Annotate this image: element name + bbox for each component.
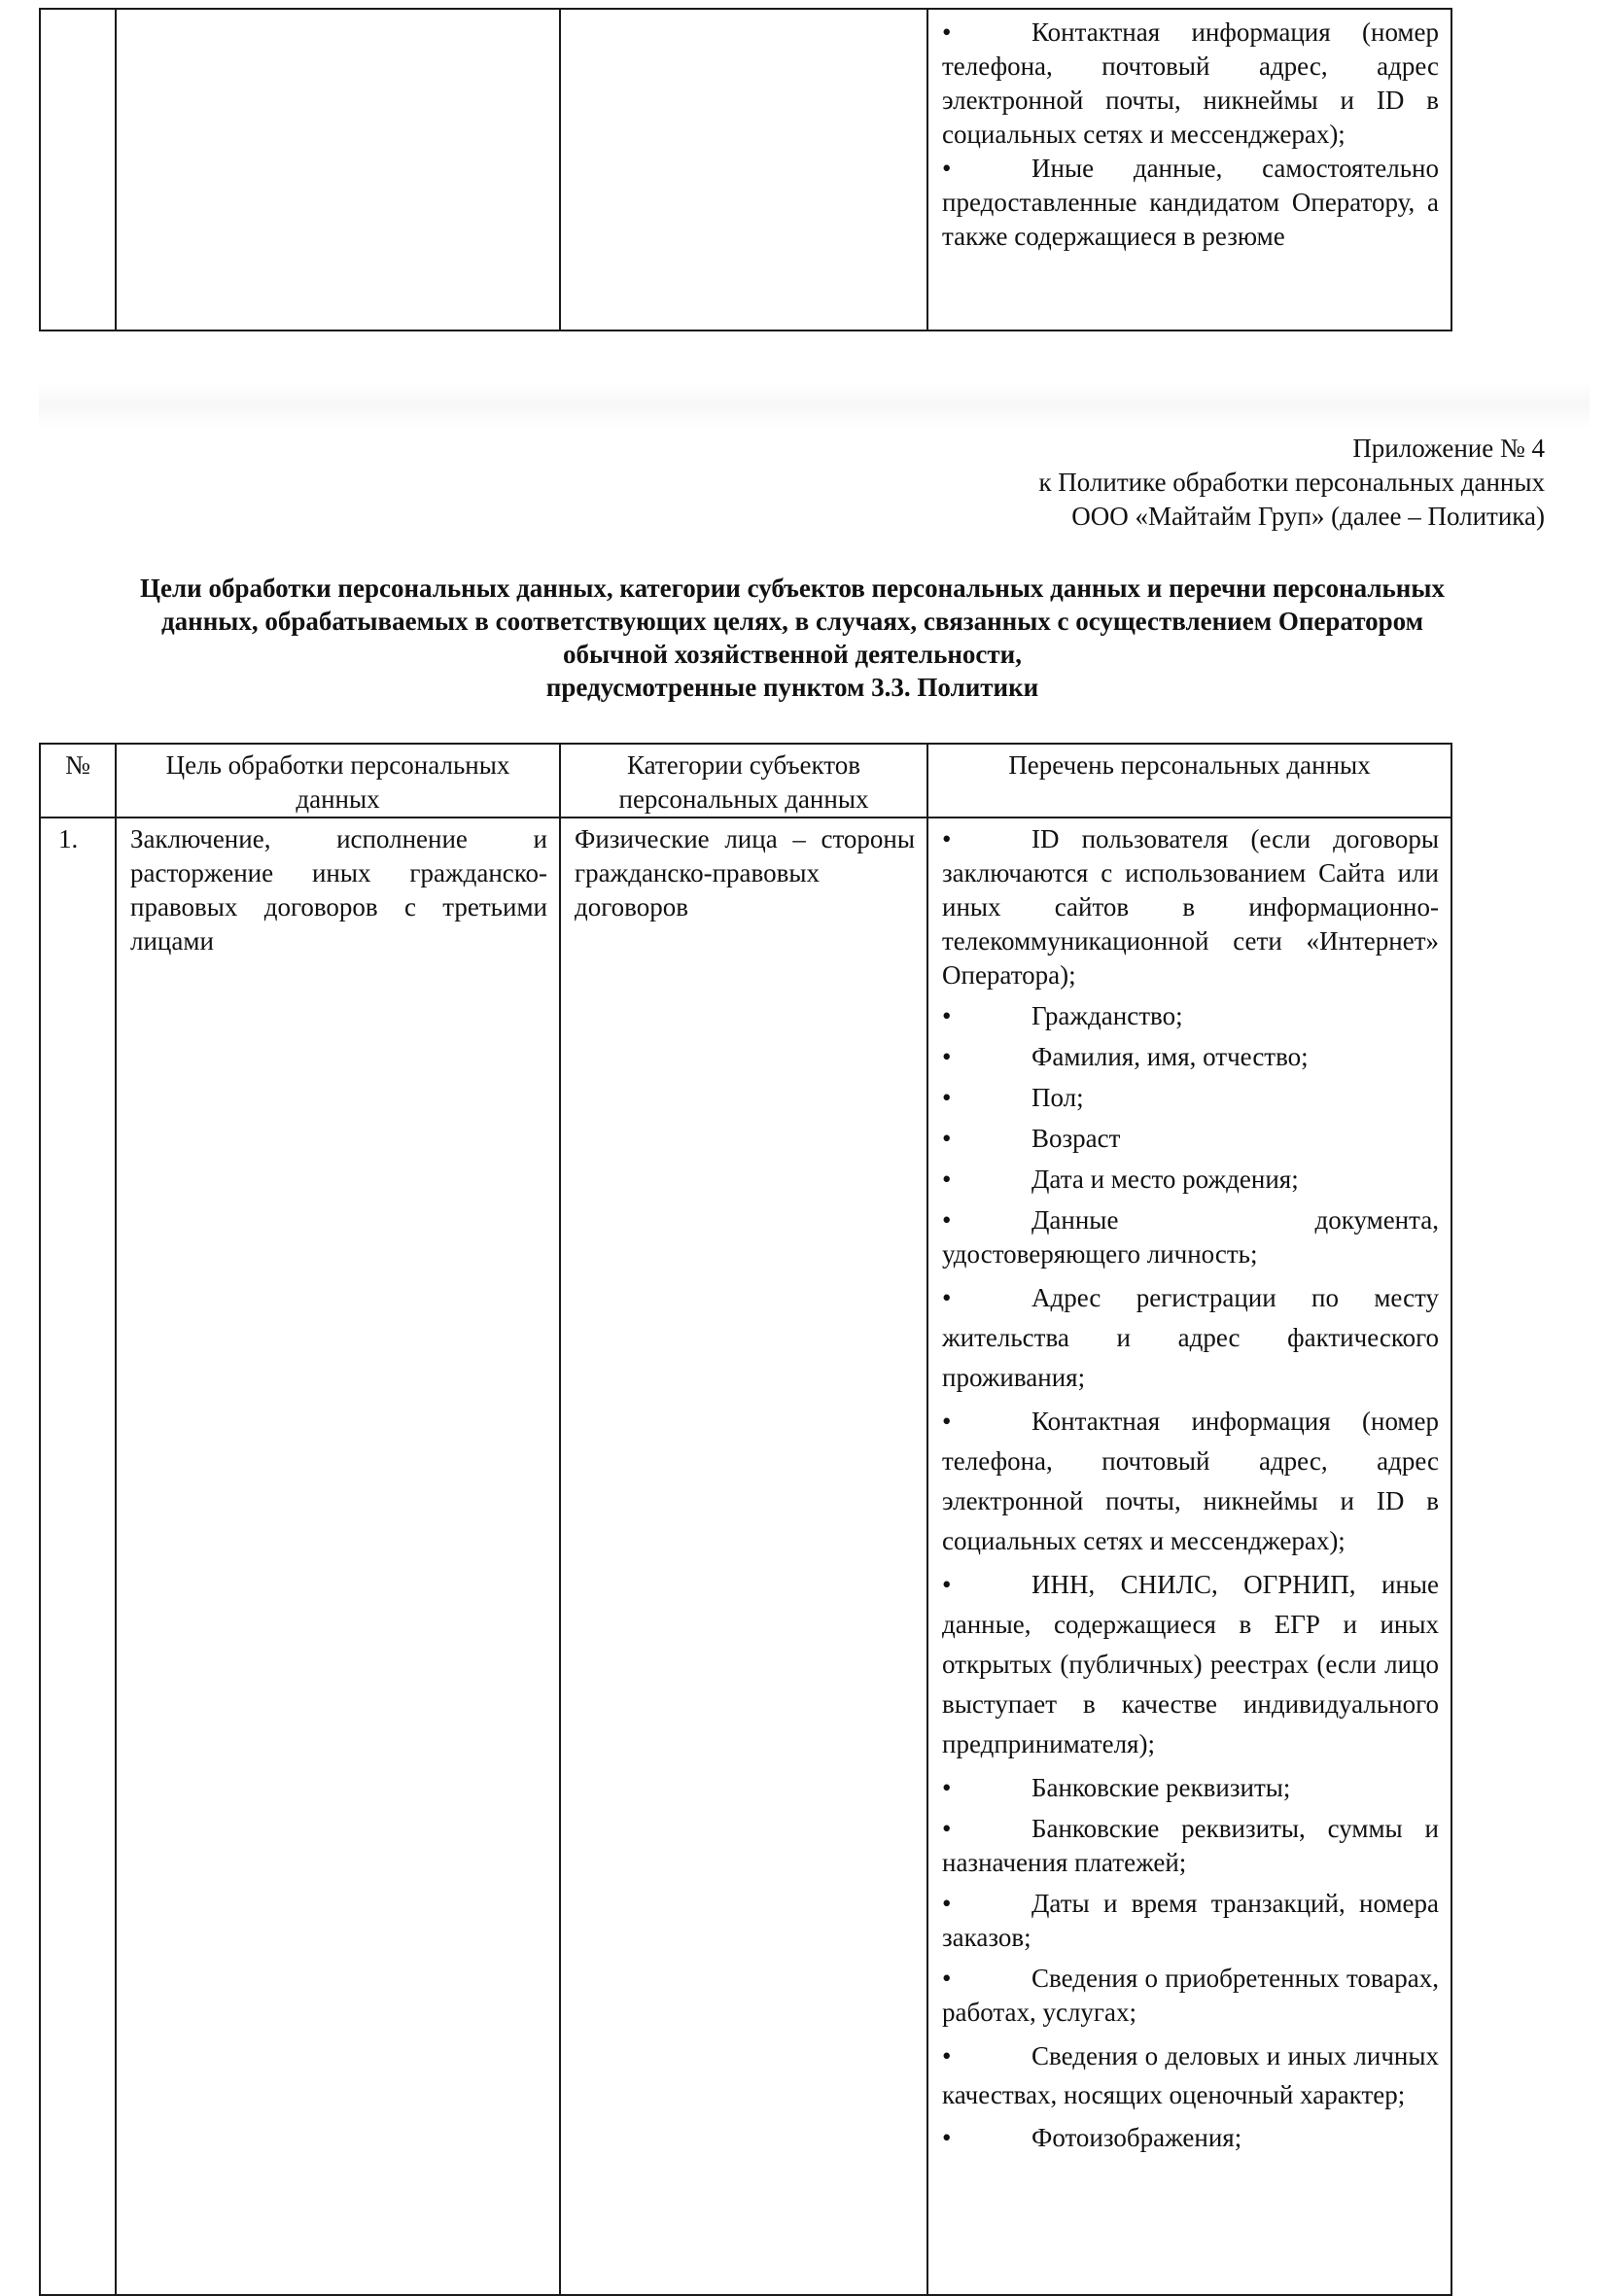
list-item: • Возраст (942, 1122, 1439, 1156)
bullet-icon: • (942, 1570, 952, 1599)
list-item: • Банковские реквизиты; (942, 1771, 1439, 1805)
list-item: • Фамилия, имя, отчество; (942, 1040, 1439, 1074)
bullet-icon: • (942, 1083, 952, 1112)
bullet-icon: • (942, 1407, 952, 1436)
appendix-header (1038, 432, 1545, 534)
bullet-icon: • (942, 1205, 952, 1235)
page-title (29, 572, 1556, 704)
continuation-table (39, 8, 1452, 331)
title-line: обычной хозяйственной деятельности, (563, 640, 1022, 669)
list-item: • ID пользователя (если договоры заключаются с использованием Сайта или иных сайтов в информационно-телекоммуникационной сети «Интернет» Оператора); (942, 824, 1439, 990)
bullet-icon: • (942, 17, 952, 47)
title-line: Цели обработки персональных данных, категории субъектов персональных данных и перечни персональных (140, 574, 1445, 603)
bullet-icon: • (942, 1773, 952, 1802)
empty-cell (560, 9, 927, 330)
list-item: • Сведения о деловых и иных личных качествах, носящих оценочный характер; (942, 2036, 1439, 2114)
bullet-icon: • (942, 1165, 952, 1194)
list-item: • Банковские реквизиты, суммы и назначения платежей; (942, 1814, 1439, 1877)
list-item: • Данные документа, удостоверяющего личность; (942, 1205, 1439, 1269)
bullet-icon: • (942, 2123, 952, 2152)
table-row (40, 9, 1451, 330)
data-list-cell (927, 9, 1451, 330)
bullet-icon: • (942, 824, 952, 853)
row-purpose: Заключение, исполнение и расторжение иных гражданско-правовых договоров с третьими лицами (116, 818, 560, 2295)
bullet-icon: • (942, 1964, 952, 1993)
list-item: • Контактная информация (номер телефона, почтовый адрес, адрес электронной почты, никнеймы и ID в социальных сетях и мессенджерах); (942, 1402, 1439, 1561)
bullet-icon: • (942, 2041, 952, 2070)
title-line: данных, обрабатываемых в соответствующих целях, в случаях, связанных с осуществлением Оператором (161, 607, 1423, 636)
page-break-band (39, 381, 1590, 430)
header-data: Перечень персональных данных (927, 744, 1451, 818)
list-item: • Контактная информация (номер телефона, почтовый адрес, адрес электронной почты, никнеймы и ID в социальных сетях и мессенджерах); (942, 17, 1439, 149)
appendix-number: Приложение № 4 (1352, 434, 1545, 463)
header-purpose: Цель обработки персональных данных (116, 744, 560, 818)
list-item: • Адрес регистрации по месту жительства и адрес фактического проживания; (942, 1278, 1439, 1398)
bullet-icon: • (942, 1042, 952, 1071)
list-item: • ИНН, СНИЛС, ОГРНИП, иные данные, содержащиеся в ЕГР и иных открытых (публичных) реестрах (если лицо выступает в качестве индивидуального предпринимателя); (942, 1565, 1439, 1764)
empty-cell (40, 9, 116, 330)
table-header-row (40, 744, 1451, 818)
list-item: • Гражданство; (942, 999, 1439, 1033)
bullet-icon: • (942, 1124, 952, 1153)
bullet-icon: • (942, 1001, 952, 1030)
appendix-reference: к Политике обработки персональных данных (1038, 468, 1545, 497)
purposes-table (39, 743, 1452, 2296)
title-line: предусмотренные пунктом 3.3. Политики (545, 673, 1039, 702)
bullet-icon: • (942, 1889, 952, 1918)
row-num: 1. (40, 818, 116, 2295)
row-data-list (927, 818, 1451, 2295)
bullet-icon: • (942, 1814, 952, 1843)
list-item: • Иные данные, самостоятельно предоставленные кандидатом Оператору, а также содержащиеся в резюме (942, 154, 1439, 251)
list-item: • Фотоизображения; (942, 2121, 1439, 2155)
list-item: • Сведения о приобретенных товарах, работах, услугах; (942, 1964, 1439, 2027)
row-subjects: Физические лица – стороны гражданско-правовых договоров (560, 818, 927, 2295)
list-item: • Даты и время транзакций, номера заказов; (942, 1889, 1439, 1952)
header-subjects: Категории субъектов персональных данных (560, 744, 927, 818)
empty-cell (116, 9, 560, 330)
list-item: • Дата и место рождения; (942, 1163, 1439, 1197)
bullet-icon: • (942, 1283, 952, 1312)
list-item: • Пол; (942, 1081, 1439, 1115)
table-row (40, 818, 1451, 2295)
bullet-icon: • (942, 154, 952, 183)
appendix-company: ООО «Майтайм Груп» (далее – Политика) (1071, 502, 1545, 531)
header-num: № (40, 744, 116, 818)
